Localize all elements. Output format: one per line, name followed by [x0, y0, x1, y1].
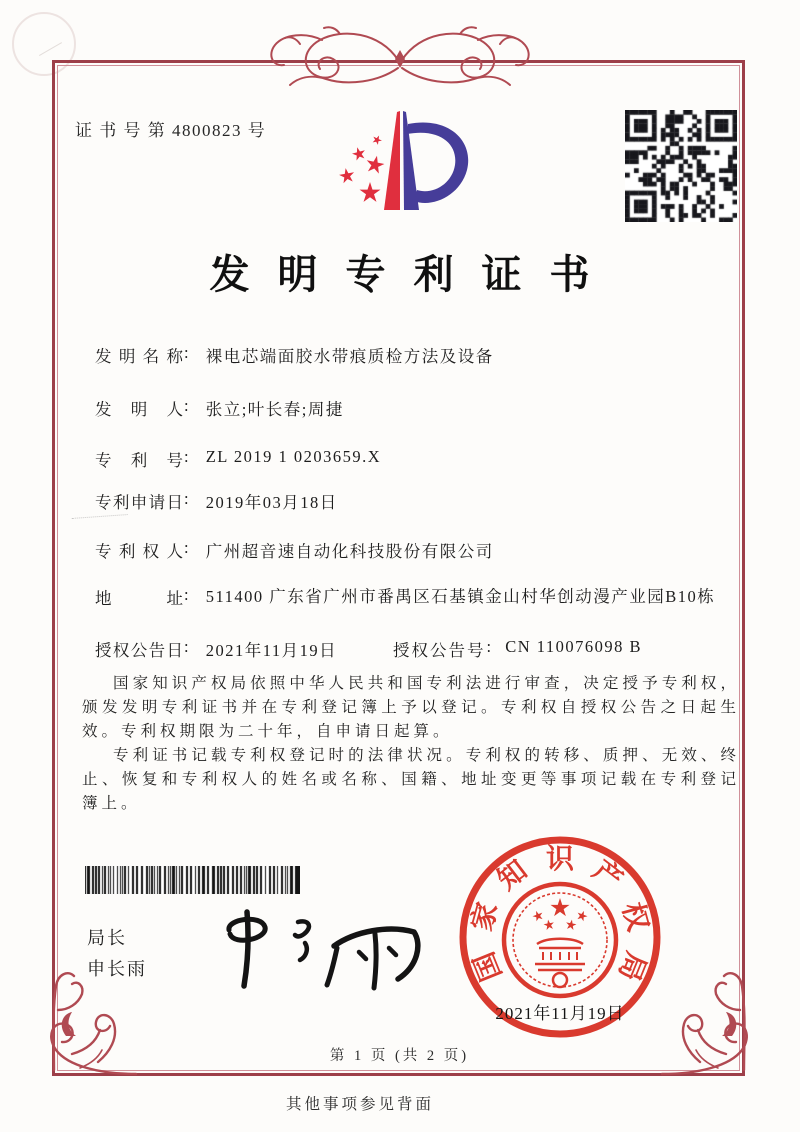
certificate-title: 发明专利证书 — [209, 252, 618, 297]
field-value: ZL 2019 1 0203659.X — [205, 447, 382, 466]
seal-date: 2021年11月19日 — [495, 1004, 625, 1023]
colon: : — [184, 343, 189, 362]
director-title: 局长 — [87, 928, 127, 948]
colon: : — [184, 447, 189, 466]
dragon-ornament-icon — [240, 20, 560, 92]
field-label: 专利号 — [95, 451, 183, 470]
colon: : — [184, 396, 189, 415]
colon: : — [184, 637, 189, 656]
cnipa-logo-icon — [328, 96, 492, 234]
seal-ring-char: 产 — [586, 854, 628, 897]
field-label: 地址 — [95, 589, 183, 608]
legal-statement — [82, 672, 740, 816]
field-label: 专利申请日 — [95, 493, 183, 512]
seal-ring-char: 识 — [545, 844, 574, 875]
colon: : — [184, 489, 189, 508]
field-inventors — [95, 396, 344, 420]
field-label: 发明人 — [95, 400, 183, 419]
seal-ring-char: 权 — [616, 898, 654, 935]
page-number: 第 1 页 (共 2 页) — [329, 1048, 470, 1064]
field-value: 511400 广东省广州市番禺区石基镇金山村华创动漫产业园B10栋 — [205, 587, 716, 606]
field-value: 张立;叶长春;周捷 — [205, 400, 344, 419]
back-side-note: 其他事项参见背面 — [285, 1096, 434, 1113]
field-value: CN 110076098 B — [505, 637, 643, 656]
seal-ring-char: 家 — [466, 898, 504, 935]
field-value: 裸电芯端面胶水带痕质检方法及设备 — [205, 347, 494, 366]
field-value: 2019年03月18日 — [205, 493, 338, 512]
field-grant-number — [393, 637, 642, 661]
colon: : — [184, 585, 189, 604]
colon: : — [184, 538, 189, 557]
seal-ring-char: 知 — [492, 854, 534, 897]
seal-ring-char: 国 — [468, 947, 508, 985]
qr-code — [625, 110, 737, 222]
field-value: 广州超音速自动化科技股份有限公司 — [205, 542, 494, 561]
field-patent-number — [95, 447, 381, 471]
certificate-number: 证 书 号 第 4800823 号 — [75, 121, 267, 140]
field-invention-name — [95, 343, 494, 367]
director-signature-icon — [203, 882, 441, 1000]
field-address — [95, 585, 731, 609]
director-name: 申长雨 — [87, 959, 147, 979]
field-value: 2021年11月19日 — [205, 641, 338, 660]
legal-paragraph-1: 国家知识产权局依照中华人民共和国专利法进行审查，决定授予专利权，颁发发明专利证书并在专利登记簿上予以登记。专利权自授权公告之日起生效。专利权期限为二十年，自申请日起算。 — [82, 675, 740, 740]
field-label: 发明名称 — [95, 347, 183, 366]
legal-paragraph-2: 专利证书记载专利权登记时的法律状况。专利权的转移、质押、无效、终止、恢复和专利权人的姓名或名称、国籍、地址变更等事项记载在专利登记簿上。 — [82, 747, 740, 812]
seal-ring-char: 局 — [612, 947, 652, 985]
field-label: 专利权人 — [95, 542, 183, 561]
colon: : — [486, 637, 492, 656]
field-label: 授权公告日 — [95, 641, 183, 660]
field-application-date — [95, 489, 338, 513]
field-patentee — [95, 538, 494, 562]
field-label: 授权公告号 — [393, 641, 486, 660]
field-grant-date — [95, 637, 643, 661]
